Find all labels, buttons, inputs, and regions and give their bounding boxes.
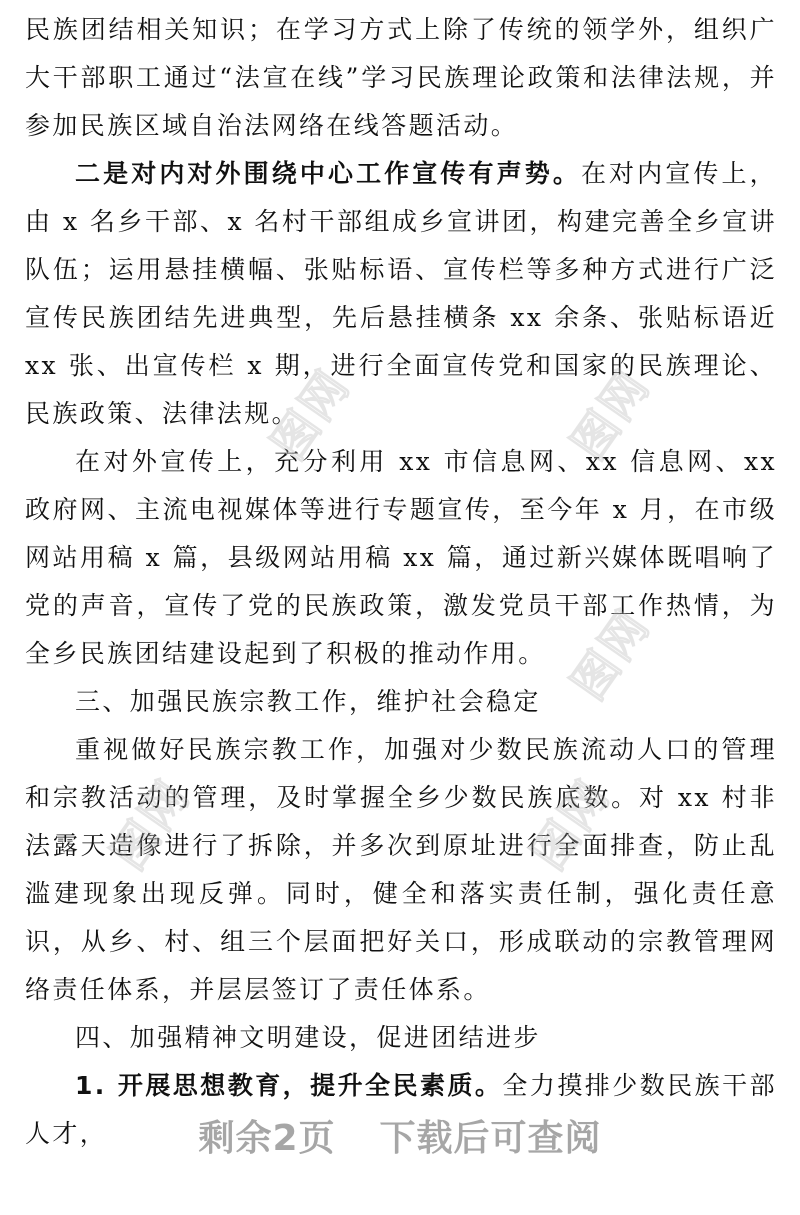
paragraph-2-text: 在对内宣传上，由 x 名乡干部、x 名村干部组成乡宣讲团，构建完善全乡宣讲队伍；运用悬挂横幅、张贴标语、宣传栏等多种方式进行广泛宣传民族团结先进典型，先后悬挂横条 xx 余条、张贴标语近 xx 张、出宣传栏 x 期，进行全面宣传党和国家的民族理论、民族政策、法律法规。 bbox=[25, 159, 777, 428]
section-heading-4-text: 四、加强精神文明建设，促进团结进步 bbox=[75, 1023, 541, 1052]
download-to-view-label: 下载后可查阅 bbox=[379, 1118, 602, 1159]
remaining-pages-label: 剩余2页 bbox=[198, 1118, 336, 1159]
paragraph-2 bbox=[25, 150, 777, 438]
paragraph-1 bbox=[25, 6, 777, 150]
section-heading-3 bbox=[25, 678, 777, 726]
document-page bbox=[25, 6, 777, 1158]
watermark-mark: 图网 bbox=[100, 769, 201, 880]
watermark-mark: 图网 bbox=[520, 769, 621, 880]
paragraph-4-text: 重视做好民族宗教工作，加强对少数民族流动人口的管理和宗教活动的管理，及时掌握全乡少数民族底数。对 xx 村非法露天造像进行了拆除，并多次到原址进行全面排查，防止乱滥建现象出现反弹。同时，健全和落实责任制，强化责任意识，从乡、村、组三个层面把好关口，形成联动的宗教管理网络责任体系，并层层签订了责任体系。 bbox=[25, 735, 777, 1004]
watermark-mark: 图网 bbox=[560, 599, 661, 710]
paragraph-2-heading: 二是对内对外围绕中心工作宣传有声势。 bbox=[75, 159, 581, 188]
paragraph-3 bbox=[25, 438, 777, 678]
download-banner[interactable] bbox=[0, 1110, 800, 1161]
paragraph-4 bbox=[25, 726, 777, 1014]
section-heading-3-text: 三、加强民族宗教工作，维护社会稳定 bbox=[75, 687, 541, 716]
watermark-mark: 图网 bbox=[260, 359, 361, 470]
paragraph-1-text: 民族团结相关知识；在学习方式上除了传统的领学外，组织广大干部职工通过“法宣在线”学习民族理论政策和法律法规，并参加民族区域自治法网络在线答题活动。 bbox=[25, 15, 777, 140]
paragraph-5-heading: 1. 开展思想教育，提升全民素质。 bbox=[75, 1071, 503, 1100]
paragraph-5-text: 全力摸排少数民族干部人才， bbox=[25, 1071, 777, 1148]
paragraph-3-text: 在对外宣传上，充分利用 xx 市信息网、xx 信息网、xx 政府网、主流电视媒体等进行专题宣传，至今年 x 月，在市级网站用稿 x 篇，县级网站用稿 xx 篇，通过新兴媒体既唱响了党的声音，宣传了党的民族政策，激发党员干部工作热情，为全乡民族团结建设起到了积极的推动作用。 bbox=[25, 447, 777, 668]
watermark-mark: 图网 bbox=[560, 359, 661, 470]
section-heading-4 bbox=[25, 1014, 777, 1062]
